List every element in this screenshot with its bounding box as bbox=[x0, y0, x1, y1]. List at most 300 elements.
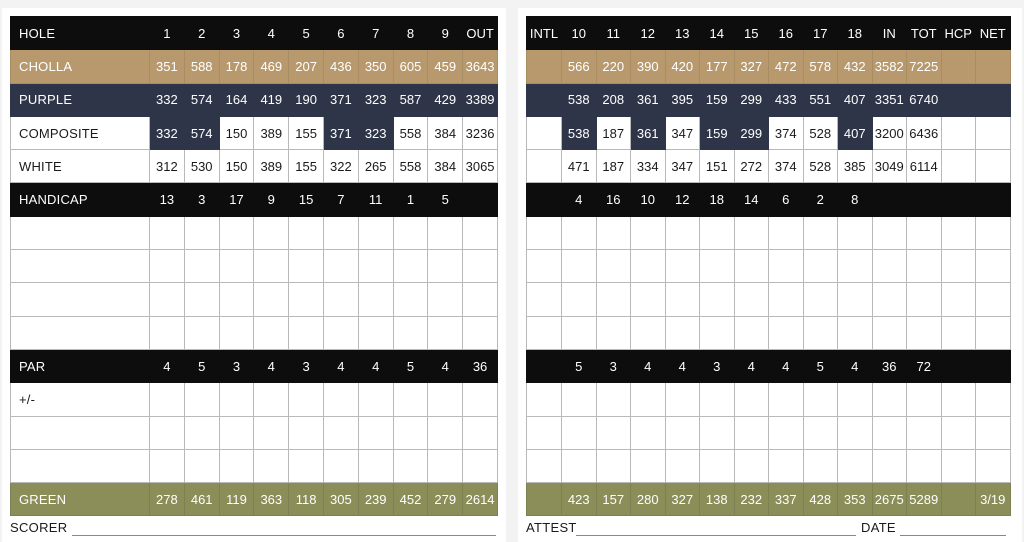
score-cell[interactable] bbox=[150, 283, 185, 316]
handicap-cell: 12 bbox=[665, 183, 700, 216]
score-cell[interactable] bbox=[665, 216, 700, 249]
score-cell[interactable] bbox=[734, 250, 769, 283]
score-cell[interactable] bbox=[838, 416, 873, 449]
yardage-cell: 280 bbox=[631, 483, 666, 516]
handicap-label: HANDICAP bbox=[11, 183, 150, 216]
score-cell[interactable] bbox=[527, 316, 562, 349]
score-cell[interactable] bbox=[872, 216, 907, 249]
yardage-cell: 472 bbox=[769, 50, 804, 83]
yardage-total: 6740 bbox=[907, 83, 942, 116]
score-cell[interactable] bbox=[838, 216, 873, 249]
handicap-cell bbox=[941, 183, 976, 216]
yardage-cell: 461 bbox=[184, 483, 219, 516]
score-row bbox=[527, 316, 1011, 349]
net-cell bbox=[976, 150, 1011, 183]
score-cell[interactable] bbox=[254, 216, 289, 249]
yardage-cell: 528 bbox=[803, 116, 838, 149]
score-cell[interactable] bbox=[596, 383, 631, 416]
score-cell[interactable] bbox=[463, 216, 498, 249]
score-cell[interactable] bbox=[976, 416, 1011, 449]
score-cell[interactable] bbox=[254, 250, 289, 283]
score-cell[interactable] bbox=[527, 449, 562, 482]
score-cell[interactable] bbox=[463, 383, 498, 416]
handicap-cell: 14 bbox=[734, 183, 769, 216]
score-cell[interactable] bbox=[907, 316, 942, 349]
score-cell[interactable] bbox=[665, 283, 700, 316]
tee-row-cholla bbox=[527, 50, 1011, 83]
score-cell[interactable] bbox=[289, 250, 324, 283]
scorer-signature-line[interactable] bbox=[72, 535, 496, 536]
yardage-cell: 428 bbox=[803, 483, 838, 516]
yardage-total: 2614 bbox=[463, 483, 498, 516]
yardage-total: 3643 bbox=[463, 50, 498, 83]
hole-1: 1 bbox=[150, 17, 185, 50]
score-cell[interactable] bbox=[562, 316, 597, 349]
score-cell[interactable] bbox=[976, 216, 1011, 249]
score-cell[interactable] bbox=[254, 283, 289, 316]
player-name-cell[interactable] bbox=[11, 416, 150, 449]
score-cell[interactable] bbox=[838, 316, 873, 349]
par-cell: 4 bbox=[254, 349, 289, 382]
hole-label: HOLE bbox=[11, 17, 150, 50]
score-cell[interactable] bbox=[838, 449, 873, 482]
score-cell[interactable] bbox=[803, 316, 838, 349]
score-cell[interactable] bbox=[769, 383, 804, 416]
yardage-cell: 220 bbox=[596, 50, 631, 83]
yardage-cell: 323 bbox=[358, 83, 393, 116]
score-cell[interactable] bbox=[596, 449, 631, 482]
score-cell[interactable] bbox=[150, 250, 185, 283]
yardage-cell: 436 bbox=[323, 50, 358, 83]
score-cell[interactable] bbox=[907, 383, 942, 416]
yardage-cell: 299 bbox=[734, 83, 769, 116]
score-cell[interactable] bbox=[184, 316, 219, 349]
score-cell[interactable] bbox=[769, 250, 804, 283]
yardage-cell: 332 bbox=[150, 83, 185, 116]
intl-cell[interactable] bbox=[527, 483, 562, 516]
score-cell[interactable] bbox=[907, 449, 942, 482]
score-cell[interactable] bbox=[907, 416, 942, 449]
score-cell[interactable] bbox=[463, 250, 498, 283]
tot-header: TOT bbox=[907, 17, 942, 50]
score-cell[interactable] bbox=[289, 283, 324, 316]
score-cell[interactable] bbox=[631, 216, 666, 249]
yardage-cell: 164 bbox=[219, 83, 254, 116]
score-cell[interactable] bbox=[700, 316, 735, 349]
yardage-total: 6114 bbox=[907, 150, 942, 183]
score-cell[interactable] bbox=[463, 316, 498, 349]
score-row bbox=[527, 283, 1011, 316]
score-cell[interactable] bbox=[219, 383, 254, 416]
handicap-cell: 16 bbox=[596, 183, 631, 216]
hole-16: 16 bbox=[769, 17, 804, 50]
yardage-cell: 119 bbox=[219, 483, 254, 516]
yardage-in: 2675 bbox=[872, 483, 907, 516]
score-cell[interactable] bbox=[596, 250, 631, 283]
handicap-row bbox=[11, 183, 498, 216]
score-cell[interactable] bbox=[700, 416, 735, 449]
score-cell[interactable] bbox=[872, 283, 907, 316]
intl-cell[interactable] bbox=[527, 116, 562, 149]
hole-12: 12 bbox=[631, 17, 666, 50]
date-line[interactable] bbox=[900, 535, 1006, 536]
score-cell[interactable] bbox=[254, 416, 289, 449]
score-cell[interactable] bbox=[941, 216, 976, 249]
score-cell[interactable] bbox=[803, 216, 838, 249]
yardage-cell: 419 bbox=[254, 83, 289, 116]
yardage-cell: 551 bbox=[803, 83, 838, 116]
attest-signature-line[interactable] bbox=[576, 535, 856, 536]
attest-label: ATTEST bbox=[526, 520, 577, 535]
intl-cell[interactable] bbox=[527, 50, 562, 83]
intl-header: INTL bbox=[527, 17, 562, 50]
score-cell[interactable] bbox=[393, 416, 428, 449]
intl-cell bbox=[527, 349, 562, 382]
score-cell[interactable] bbox=[562, 283, 597, 316]
net-header: NET bbox=[976, 17, 1011, 50]
score-cell[interactable] bbox=[976, 250, 1011, 283]
yardage-cell: 432 bbox=[838, 50, 873, 83]
handicap-cell bbox=[907, 183, 942, 216]
score-cell[interactable] bbox=[562, 383, 597, 416]
tee-row-white bbox=[527, 150, 1011, 183]
par-cell: 3 bbox=[219, 349, 254, 382]
score-cell[interactable] bbox=[803, 250, 838, 283]
score-cell[interactable] bbox=[358, 216, 393, 249]
score-cell[interactable] bbox=[323, 449, 358, 482]
score-cell[interactable] bbox=[289, 383, 324, 416]
score-cell[interactable] bbox=[872, 316, 907, 349]
score-cell[interactable] bbox=[393, 383, 428, 416]
score-cell[interactable] bbox=[219, 250, 254, 283]
score-cell[interactable] bbox=[527, 216, 562, 249]
yardage-cell: 420 bbox=[665, 50, 700, 83]
score-cell[interactable] bbox=[631, 316, 666, 349]
score-cell[interactable] bbox=[358, 416, 393, 449]
score-cell[interactable] bbox=[358, 250, 393, 283]
yardage-cell: 389 bbox=[254, 116, 289, 149]
handicap-row bbox=[527, 183, 1011, 216]
score-cell[interactable] bbox=[184, 250, 219, 283]
score-cell[interactable] bbox=[527, 383, 562, 416]
handicap-cell: 15 bbox=[289, 183, 324, 216]
yardage-cell: 157 bbox=[596, 483, 631, 516]
tee-row-green bbox=[527, 483, 1011, 516]
yardage-cell: 538 bbox=[562, 116, 597, 149]
score-cell[interactable] bbox=[184, 449, 219, 482]
score-cell[interactable] bbox=[665, 449, 700, 482]
par-row bbox=[11, 349, 498, 382]
yardage-total: 3236 bbox=[463, 116, 498, 149]
par-cell: 4 bbox=[323, 349, 358, 382]
score-cell[interactable] bbox=[428, 316, 463, 349]
tee-row-composite bbox=[11, 116, 498, 149]
score-cell[interactable] bbox=[428, 283, 463, 316]
par-label: PAR bbox=[11, 349, 150, 382]
score-cell[interactable] bbox=[907, 283, 942, 316]
score-cell[interactable] bbox=[596, 316, 631, 349]
player-name-cell[interactable] bbox=[11, 283, 150, 316]
score-cell[interactable] bbox=[941, 416, 976, 449]
yardage-cell: 159 bbox=[700, 116, 735, 149]
tee-name: CHOLLA bbox=[11, 50, 150, 83]
intl-cell[interactable] bbox=[527, 83, 562, 116]
score-cell[interactable] bbox=[527, 283, 562, 316]
score-cell[interactable] bbox=[358, 283, 393, 316]
score-cell[interactable] bbox=[596, 216, 631, 249]
score-cell[interactable] bbox=[219, 449, 254, 482]
score-cell[interactable] bbox=[596, 416, 631, 449]
hole-17: 17 bbox=[803, 17, 838, 50]
score-cell[interactable] bbox=[803, 383, 838, 416]
score-cell[interactable] bbox=[393, 216, 428, 249]
player-name-cell[interactable] bbox=[11, 216, 150, 249]
handicap-cell: 6 bbox=[769, 183, 804, 216]
score-cell[interactable] bbox=[631, 283, 666, 316]
score-cell[interactable] bbox=[976, 449, 1011, 482]
score-cell[interactable] bbox=[254, 449, 289, 482]
score-cell[interactable] bbox=[358, 316, 393, 349]
score-cell[interactable] bbox=[596, 283, 631, 316]
score-cell[interactable] bbox=[184, 216, 219, 249]
score-cell[interactable] bbox=[463, 449, 498, 482]
score-cell[interactable] bbox=[803, 416, 838, 449]
card-code: 3/19 bbox=[976, 483, 1011, 516]
score-cell[interactable] bbox=[323, 250, 358, 283]
yardage-cell: 155 bbox=[289, 150, 324, 183]
yardage-cell: 207 bbox=[289, 50, 324, 83]
score-cell[interactable] bbox=[562, 416, 597, 449]
handicap-cell: 17 bbox=[219, 183, 254, 216]
hole-2: 2 bbox=[184, 17, 219, 50]
hole-15: 15 bbox=[734, 17, 769, 50]
score-cell[interactable] bbox=[562, 250, 597, 283]
score-cell[interactable] bbox=[700, 383, 735, 416]
yardage-cell: 208 bbox=[596, 83, 631, 116]
score-cell[interactable] bbox=[769, 449, 804, 482]
tee-row-purple bbox=[11, 83, 498, 116]
score-cell[interactable] bbox=[150, 216, 185, 249]
hole-4: 4 bbox=[254, 17, 289, 50]
tee-name: GREEN bbox=[11, 483, 150, 516]
front-nine-card bbox=[2, 8, 506, 542]
yardage-cell: 371 bbox=[323, 116, 358, 149]
score-cell[interactable] bbox=[734, 283, 769, 316]
out-header: OUT bbox=[463, 17, 498, 50]
score-cell[interactable] bbox=[219, 316, 254, 349]
yardage-total: 7225 bbox=[907, 50, 942, 83]
par-in: 36 bbox=[872, 349, 907, 382]
score-cell[interactable] bbox=[769, 416, 804, 449]
yardage-total: 3065 bbox=[463, 150, 498, 183]
back-nine-table bbox=[526, 16, 1011, 516]
par-cell: 4 bbox=[734, 349, 769, 382]
score-cell[interactable] bbox=[393, 449, 428, 482]
score-cell[interactable] bbox=[872, 449, 907, 482]
yardage-cell: 363 bbox=[254, 483, 289, 516]
handicap-cell: 8 bbox=[838, 183, 873, 216]
score-cell[interactable] bbox=[665, 250, 700, 283]
score-cell[interactable] bbox=[700, 250, 735, 283]
player-name-cell[interactable] bbox=[11, 316, 150, 349]
yardage-in: 3351 bbox=[872, 83, 907, 116]
score-cell[interactable] bbox=[631, 449, 666, 482]
yardage-cell: 574 bbox=[184, 116, 219, 149]
tee-name: PURPLE bbox=[11, 83, 150, 116]
score-cell[interactable] bbox=[289, 316, 324, 349]
yardage-cell: 566 bbox=[562, 50, 597, 83]
score-cell[interactable] bbox=[976, 316, 1011, 349]
score-cell[interactable] bbox=[527, 416, 562, 449]
score-cell[interactable] bbox=[463, 283, 498, 316]
hcp-cell bbox=[941, 483, 976, 516]
score-cell[interactable] bbox=[323, 416, 358, 449]
score-cell[interactable] bbox=[872, 416, 907, 449]
score-cell[interactable] bbox=[393, 283, 428, 316]
score-cell[interactable] bbox=[700, 216, 735, 249]
score-cell[interactable] bbox=[289, 449, 324, 482]
player-name-cell[interactable] bbox=[11, 449, 150, 482]
score-cell[interactable] bbox=[941, 316, 976, 349]
yardage-cell: 187 bbox=[596, 150, 631, 183]
score-cell[interactable] bbox=[323, 283, 358, 316]
score-cell[interactable] bbox=[219, 416, 254, 449]
intl-cell[interactable] bbox=[527, 150, 562, 183]
yardage-cell: 347 bbox=[665, 150, 700, 183]
yardage-cell: 588 bbox=[184, 50, 219, 83]
score-cell[interactable] bbox=[907, 250, 942, 283]
score-cell[interactable] bbox=[872, 250, 907, 283]
handicap-cell: 10 bbox=[631, 183, 666, 216]
score-cell[interactable] bbox=[976, 383, 1011, 416]
score-cell[interactable] bbox=[976, 283, 1011, 316]
score-cell[interactable] bbox=[734, 216, 769, 249]
score-cell[interactable] bbox=[562, 449, 597, 482]
tee-name: COMPOSITE bbox=[11, 116, 150, 149]
score-cell[interactable] bbox=[254, 383, 289, 416]
score-cell[interactable] bbox=[184, 383, 219, 416]
score-cell[interactable] bbox=[323, 316, 358, 349]
player-name-cell[interactable] bbox=[11, 250, 150, 283]
par-cell: 4 bbox=[838, 349, 873, 382]
score-cell[interactable] bbox=[838, 383, 873, 416]
score-cell[interactable] bbox=[219, 216, 254, 249]
score-cell[interactable] bbox=[184, 416, 219, 449]
score-cell[interactable] bbox=[428, 383, 463, 416]
score-cell[interactable] bbox=[803, 283, 838, 316]
score-cell[interactable] bbox=[838, 250, 873, 283]
hole-14: 14 bbox=[700, 17, 735, 50]
yardage-cell: 374 bbox=[769, 116, 804, 149]
yardage-cell: 374 bbox=[769, 150, 804, 183]
par-cell: 4 bbox=[631, 349, 666, 382]
score-cell[interactable] bbox=[428, 449, 463, 482]
score-cell[interactable] bbox=[323, 383, 358, 416]
score-cell[interactable] bbox=[150, 383, 185, 416]
score-cell[interactable] bbox=[872, 383, 907, 416]
score-cell[interactable] bbox=[700, 283, 735, 316]
par-cell: 3 bbox=[596, 349, 631, 382]
score-cell[interactable] bbox=[941, 449, 976, 482]
score-cell[interactable] bbox=[734, 316, 769, 349]
par-cell bbox=[976, 349, 1011, 382]
score-cell[interactable] bbox=[254, 316, 289, 349]
score-cell[interactable] bbox=[428, 250, 463, 283]
yardage-cell: 279 bbox=[428, 483, 463, 516]
score-cell[interactable] bbox=[631, 383, 666, 416]
score-cell[interactable] bbox=[941, 283, 976, 316]
par-row bbox=[527, 349, 1011, 382]
score-cell[interactable] bbox=[393, 316, 428, 349]
handicap-cell bbox=[976, 183, 1011, 216]
yardage-in: 3200 bbox=[872, 116, 907, 149]
plus-minus-row bbox=[11, 383, 498, 416]
score-cell[interactable] bbox=[941, 250, 976, 283]
score-cell[interactable] bbox=[289, 216, 324, 249]
score-cell[interactable] bbox=[734, 449, 769, 482]
score-cell[interactable] bbox=[428, 416, 463, 449]
score-cell[interactable] bbox=[150, 416, 185, 449]
score-row bbox=[527, 383, 1011, 416]
score-cell[interactable] bbox=[289, 416, 324, 449]
score-cell[interactable] bbox=[631, 416, 666, 449]
score-cell[interactable] bbox=[219, 283, 254, 316]
score-cell[interactable] bbox=[907, 216, 942, 249]
score-cell[interactable] bbox=[665, 316, 700, 349]
score-cell[interactable] bbox=[769, 283, 804, 316]
score-cell[interactable] bbox=[358, 449, 393, 482]
score-cell[interactable] bbox=[393, 250, 428, 283]
score-cell[interactable] bbox=[527, 250, 562, 283]
tee-row-purple bbox=[527, 83, 1011, 116]
score-cell[interactable] bbox=[358, 383, 393, 416]
yardage-in: 3582 bbox=[872, 50, 907, 83]
score-cell[interactable] bbox=[150, 316, 185, 349]
score-row bbox=[527, 449, 1011, 482]
score-cell[interactable] bbox=[734, 416, 769, 449]
score-cell[interactable] bbox=[323, 216, 358, 249]
score-cell[interactable] bbox=[665, 416, 700, 449]
score-cell[interactable] bbox=[150, 449, 185, 482]
yardage-cell: 118 bbox=[289, 483, 324, 516]
score-cell[interactable] bbox=[665, 383, 700, 416]
yardage-total: 6436 bbox=[907, 116, 942, 149]
score-cell[interactable] bbox=[769, 216, 804, 249]
score-cell[interactable] bbox=[428, 216, 463, 249]
score-cell[interactable] bbox=[734, 383, 769, 416]
score-cell[interactable] bbox=[941, 383, 976, 416]
score-cell[interactable] bbox=[700, 449, 735, 482]
score-cell[interactable] bbox=[838, 283, 873, 316]
yardage-cell: 384 bbox=[428, 150, 463, 183]
score-cell[interactable] bbox=[631, 250, 666, 283]
yardage-cell: 350 bbox=[358, 50, 393, 83]
hole-13: 13 bbox=[665, 17, 700, 50]
score-cell[interactable] bbox=[463, 416, 498, 449]
tee-row-cholla bbox=[11, 50, 498, 83]
par-cell: 4 bbox=[358, 349, 393, 382]
yardage-cell: 177 bbox=[700, 50, 735, 83]
score-cell[interactable] bbox=[803, 449, 838, 482]
hole-6: 6 bbox=[323, 17, 358, 50]
yardage-cell: 347 bbox=[665, 116, 700, 149]
score-cell[interactable] bbox=[769, 316, 804, 349]
yardage-cell: 578 bbox=[803, 50, 838, 83]
score-cell[interactable] bbox=[562, 216, 597, 249]
yardage-cell: 361 bbox=[631, 83, 666, 116]
score-cell[interactable] bbox=[184, 283, 219, 316]
yardage-cell: 278 bbox=[150, 483, 185, 516]
